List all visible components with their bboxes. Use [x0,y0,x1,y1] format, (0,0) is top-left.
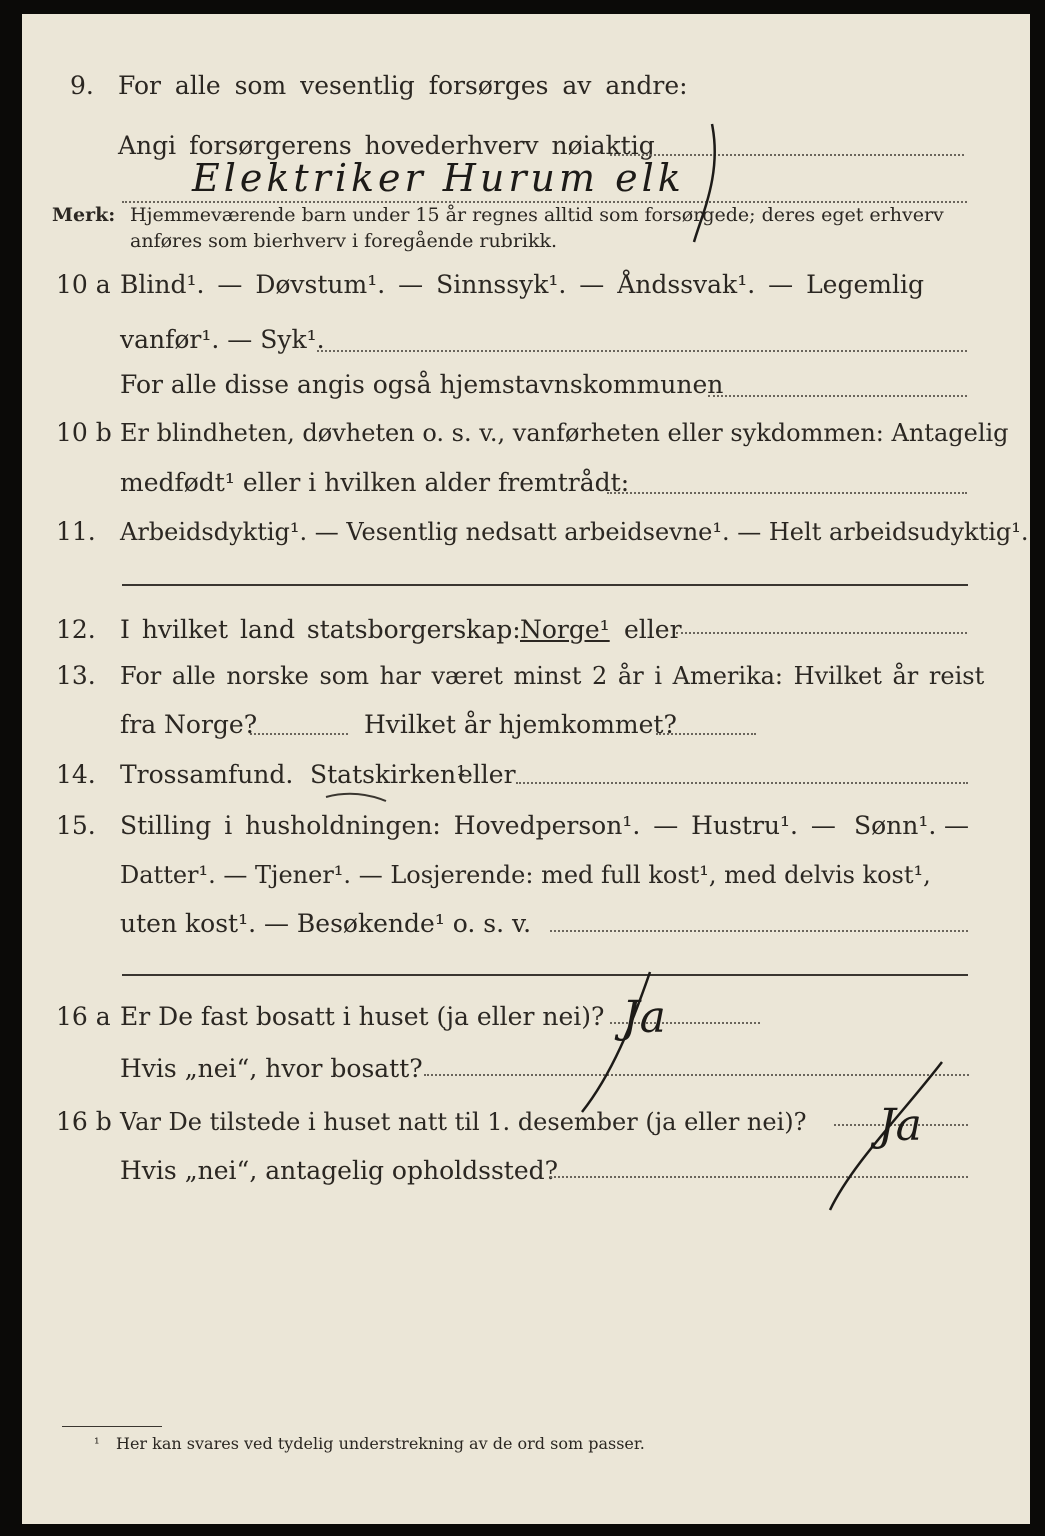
q14-statskirken: Statskirken¹ [310,760,467,789]
q13-line2a: fra Norge? [120,710,258,739]
q16b-line2: Hvis „nei“, antagelig opholdssted? [120,1156,559,1185]
q15-line1c: — [944,811,969,840]
q13-line1: For alle norske som har været minst 2 år i Amerika: Hvilket år reist [120,662,985,690]
q10b-line1: Er blindheten, døvheten o. s. v., vanførheten eller sykdommen: Antagelig [120,419,1009,447]
q15-number: 15. [56,811,96,840]
q16a-handwritten-answer: Ja [622,992,666,1043]
footnote-text: Her kan svares ved tydelig understrekning av de ord som passer. [116,1434,645,1453]
q16b-number: 16 b [56,1107,112,1136]
q13-reist-line [250,733,348,735]
q15-sonn: Sønn¹. [854,811,937,840]
q16b-handwritten-answer: Ja [878,1100,922,1151]
q16b-opholdssted-line [550,1176,968,1178]
q11-number: 11. [56,517,96,546]
q10a-hjemstavn-line [708,395,967,397]
q14-number: 14. [56,760,96,789]
q16a-line1: Er De fast bosatt i huset (ja eller nei)? [120,1002,605,1031]
q15-line3: uten kost¹. — Besøkende¹ o. s. v. [120,909,532,938]
q15-rule [122,974,968,976]
footnote-marker: ¹ [94,1436,100,1452]
q12-norge: Norge¹ [520,615,610,644]
q9-handwritten-answer: Elektriker Hurum elk [192,156,685,200]
q10a-line2: vanfør¹. — Syk¹. [120,325,325,354]
q10b-line2: medfødt¹ eller i hvilken alder fremtrådt: [120,468,630,497]
q10b-answer-line [607,492,967,494]
q15-line2: Datter¹. — Tjener¹. — Losjerende: med full kost¹, med delvis kost¹, [120,861,931,889]
q10a-line1: Blind¹. — Døvstum¹. — Sinnssyk¹. — Åndssvak¹. — Legemlig [120,270,924,299]
q16b-line1: Var De tilstede i huset natt til 1. desember (ja eller nei)? [120,1108,807,1136]
q10a-number: 10 a [56,270,111,299]
q13-hjemkommet-line [656,733,756,735]
merk-label: Merk: [52,204,116,226]
q9-number: 9. [70,71,94,100]
q10b-number: 10 b [56,418,112,447]
q15-answer-line [550,930,968,932]
q12-text-c: eller [624,615,682,644]
q11-line1: Arbeidsdyktig¹. — Vesentlig nedsatt arbeidsevne¹. — Helt arbeidsudyktig¹. [120,518,1029,546]
q12-text-a: I hvilket land statsborgerskap: [120,615,521,644]
merk-line1: Hjemmeværende barn under 15 år regnes alltid som forsørgede; deres eget erhverv [130,204,944,226]
census-form-page [22,14,1030,1524]
q12-number: 12. [56,615,96,644]
q10a-answer-line [317,350,967,352]
q14-text-c: eller [458,760,516,789]
q13-line2b: Hvilket år hjemkommet? [364,710,677,739]
q9-line2: Angi forsørgerens hovederhverv nøiaktig [118,131,655,160]
q16a-number: 16 a [56,1002,111,1031]
merk-line2: anføres som bierhverv i foregående rubrikk. [130,230,558,252]
q14-text-a: Trossamfund. [120,760,294,789]
q9-line1: For alle som vesentlig forsørges av andre: [118,71,688,100]
q14-answer-line [516,782,968,784]
q11-rule [122,584,968,586]
q16a-bosatt-line [424,1074,969,1076]
q13-number: 13. [56,661,96,690]
footnote-rule [62,1426,162,1427]
q10a-line3: For alle disse angis også hjemstavnskommunen [120,370,724,399]
q15-line1a: Stilling i husholdningen: Hovedperson¹. — Hustru¹. — [120,811,836,840]
q12-answer-line [676,632,967,634]
q16a-line2: Hvis „nei“, hvor bosatt? [120,1054,423,1083]
